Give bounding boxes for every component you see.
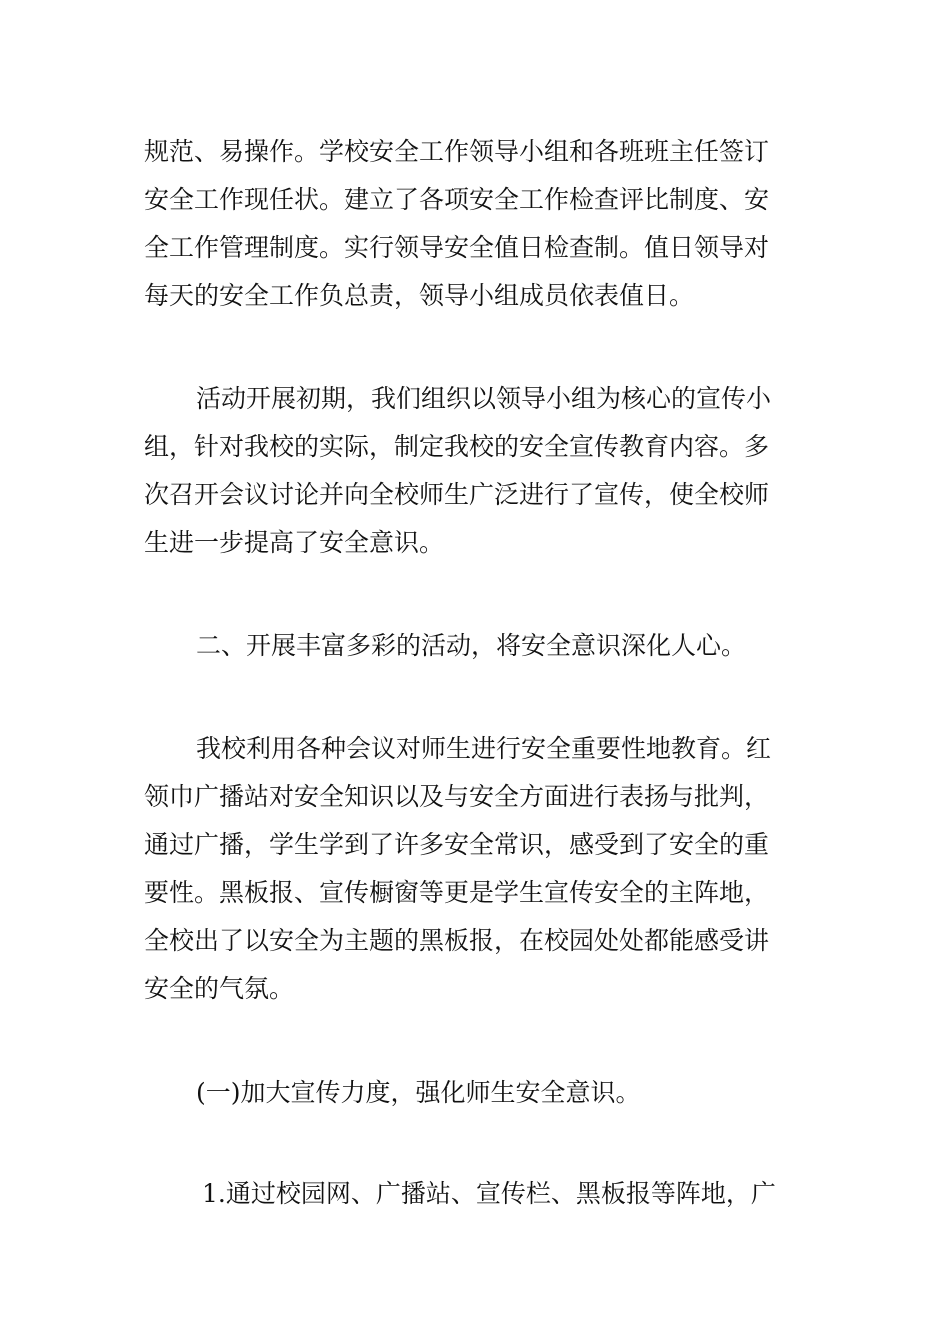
paragraph-line: 每天的安全工作负总责，领导小组成员依表值日。 <box>144 281 695 310</box>
list-item-1 <box>144 1170 814 1218</box>
paragraph-line: 组，针对我校的实际，制定我校的安全宣传教育内容。多 <box>144 432 770 461</box>
paragraph-line: 全工作管理制度。实行领导安全值日检查制。值日领导对 <box>144 233 770 262</box>
list-item-line: 1.通过校园网、广播站、宣传栏、黑板报等阵地，广 <box>202 1179 776 1208</box>
subheading-1 <box>144 1069 814 1117</box>
paragraph-line: 领巾广播站对安全知识以及与安全方面进行表扬与批判， <box>144 782 770 811</box>
paragraph-line: 活动开展初期，我们组织以领导小组为核心的宣传小 <box>196 384 772 413</box>
section-heading-2 <box>144 622 814 670</box>
paragraph-line: 我校利用各种会议对师生进行安全重要性地教育。红 <box>196 734 772 763</box>
paragraph-line: 全校出了以安全为主题的黑板报，在校园处处都能感受讲 <box>144 926 770 955</box>
paragraph-1 <box>144 128 814 320</box>
paragraph-line: 生进一步提高了安全意识。 <box>144 528 445 557</box>
paragraph-line: 要性。黑板报、宣传橱窗等更是学生宣传安全的主阵地， <box>144 878 770 907</box>
paragraph-line: 安全的气氛。 <box>144 974 295 1003</box>
paragraph-2 <box>144 375 814 567</box>
heading-line: 二、开展丰富多彩的活动，将安全意识深化人心。 <box>196 631 747 660</box>
paragraph-line: 通过广播，学生学到了许多安全常识，感受到了安全的重 <box>144 830 770 859</box>
paragraph-line: 规范、易操作。学校安全工作领导小组和各班班主任签订 <box>144 137 770 166</box>
paragraph-line: 安全工作现任状。建立了各项安全工作检查评比制度、安 <box>144 185 770 214</box>
subheading-line: (一)加大宣传力度，强化师生安全意识。 <box>196 1078 641 1107</box>
paragraph-line: 次召开会议讨论并向全校师生广泛进行了宣传，使全校师 <box>144 480 770 509</box>
paragraph-3 <box>144 725 814 1013</box>
